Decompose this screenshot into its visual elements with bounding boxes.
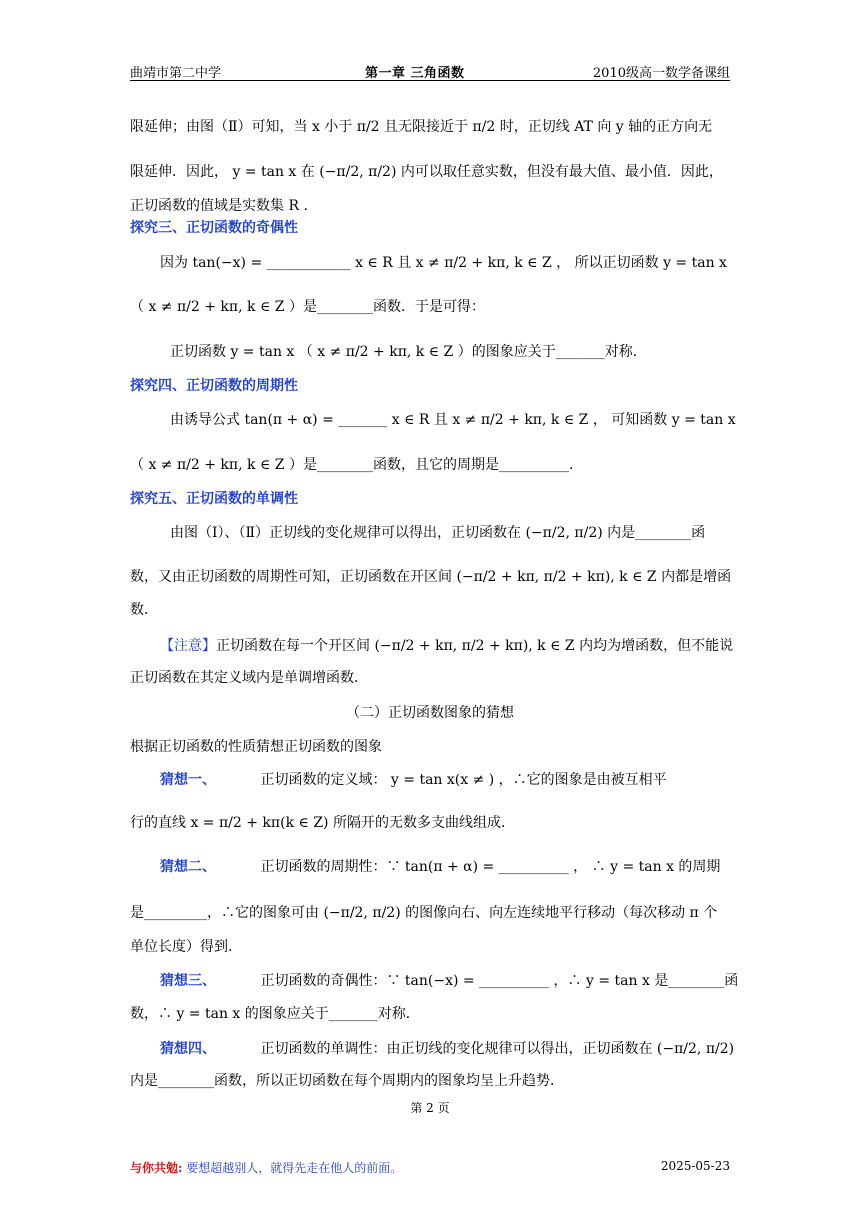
text-line: 限延伸；由图（Ⅱ）可知，当 x 小于 π/2 且无限接近于 π/2 时，正切线 AT 向 y 轴的正方向无 [130,119,713,135]
guess-text: 正切函数的单调性：由正切线的变化规律可以得出，正切函数在 (−π/2, π/2) [260,1041,735,1057]
text-line: （ x ≠ π/2 + kπ, k ∈ Z ）是________函数，且它的周期是__________. [130,457,574,473]
guess-line [160,1039,735,1059]
page-number: 第 2 页 [410,1101,450,1115]
text-line: 由诱导公式 tan(π + α) = _______ x ∈ R 且 x ≠ π/2 + kπ, k ∈ Z ， 可知函数 y = tan x [170,412,736,428]
section-title: 探究四、正切函数的周期性 [130,378,298,394]
text-line: （ x ≠ π/2 + kπ, k ∈ Z ）是________函数．于是可得： [130,299,485,315]
text-line: 数，又由正切函数的周期性可知，正切函数在开区间 (−π/2 + kπ, π/2 + kπ), k ∈ Z 内都是增函 [130,569,732,585]
text-line: 数，∴ y = tan x 的图象应关于_______对称． [130,1006,420,1022]
guess-text: 正切函数的定义域： y = tan x(x ≠ ) ，∴它的图象是由被互相平 [260,772,667,788]
guess-tag: 猜想四、 [160,1041,216,1057]
section-title: 探究五、正切函数的单调性 [130,491,298,507]
text-line: 内是________函数，所以正切函数在每个周期内的图象均呈上升趋势． [130,1073,564,1089]
header-chapter: 第一章 三角函数 [365,66,465,81]
guess-text: 正切函数的奇偶性：∵ tan(−x) = __________ ，∴ y = tan x 是________函 [260,973,739,989]
header-group: 2010级高一数学备课组 [592,66,730,81]
motto-text: 要想超越别人，就得先走在他人的前面。 [182,1161,403,1175]
text-line: 因为 tan(−x) = ____________ x ∈ R 且 x ≠ π/2 + kπ, k ∈ Z ， 所以正切函数 y = tan x [160,255,727,271]
text-line: 根据正切函数的性质猜想正切函数的图象 [130,739,382,755]
footer-motto [130,1159,402,1176]
note-text: 正切函数在每一个开区间 (−π/2 + kπ, π/2 + kπ), k ∈ Z 内均为增函数，但不能说 [216,638,734,654]
note-line [160,636,734,656]
guess-text: 正切函数的周期性：∵ tan(π + α) = __________ ， ∴ y = tan x 的周期 [260,859,721,875]
guess-line [160,971,739,991]
guess-line [160,770,730,790]
text-line: 数． [130,602,158,618]
text-line: 由图（Ⅰ）、（Ⅱ）正切线的变化规律可以得出，正切函数在 (−π/2, π/2) 内是________函 [170,525,706,541]
guess-tag: 猜想一、 [160,772,216,788]
header-school: 曲靖市第二中学 [130,66,222,81]
guess-line [160,857,730,877]
footer-date: 2025-05-23 [660,1159,730,1173]
text-line: 限延伸．因此， y = tan x 在 (−π/2, π/2) 内可以取任意实数，但没有最大值、最小值．因此， [130,164,723,180]
subsection-title: （二）正切函数图象的猜想 [346,705,514,721]
guess-tag: 猜想二、 [160,859,216,875]
note-tag: 【注意】 [160,638,216,654]
motto-tag: 与你共勉: [130,1161,183,1175]
guess-tag: 猜想三、 [160,973,216,989]
text-line: 正切函数的值域是实数集 R . [130,198,308,214]
section-title: 探究三、正切函数的奇偶性 [130,220,298,236]
text-line: 行的直线 x = π/2 + kπ(k ∈ Z) 所隔开的无数多支曲线组成． [130,815,515,831]
text-line: 正切函数 y = tan x （ x ≠ π/2 + kπ, k ∈ Z ）的图象应关于_______对称． [170,344,647,360]
text-line: 单位长度）得到. [130,939,233,955]
text-line: 是_________，∴它的图象可由 (−π/2, π/2) 的图像向右、向左连续地平行移动（每次移动 π 个 [130,905,718,921]
text-line: 正切函数在其定义域内是单调增函数． [130,670,368,686]
page-header [130,60,730,81]
